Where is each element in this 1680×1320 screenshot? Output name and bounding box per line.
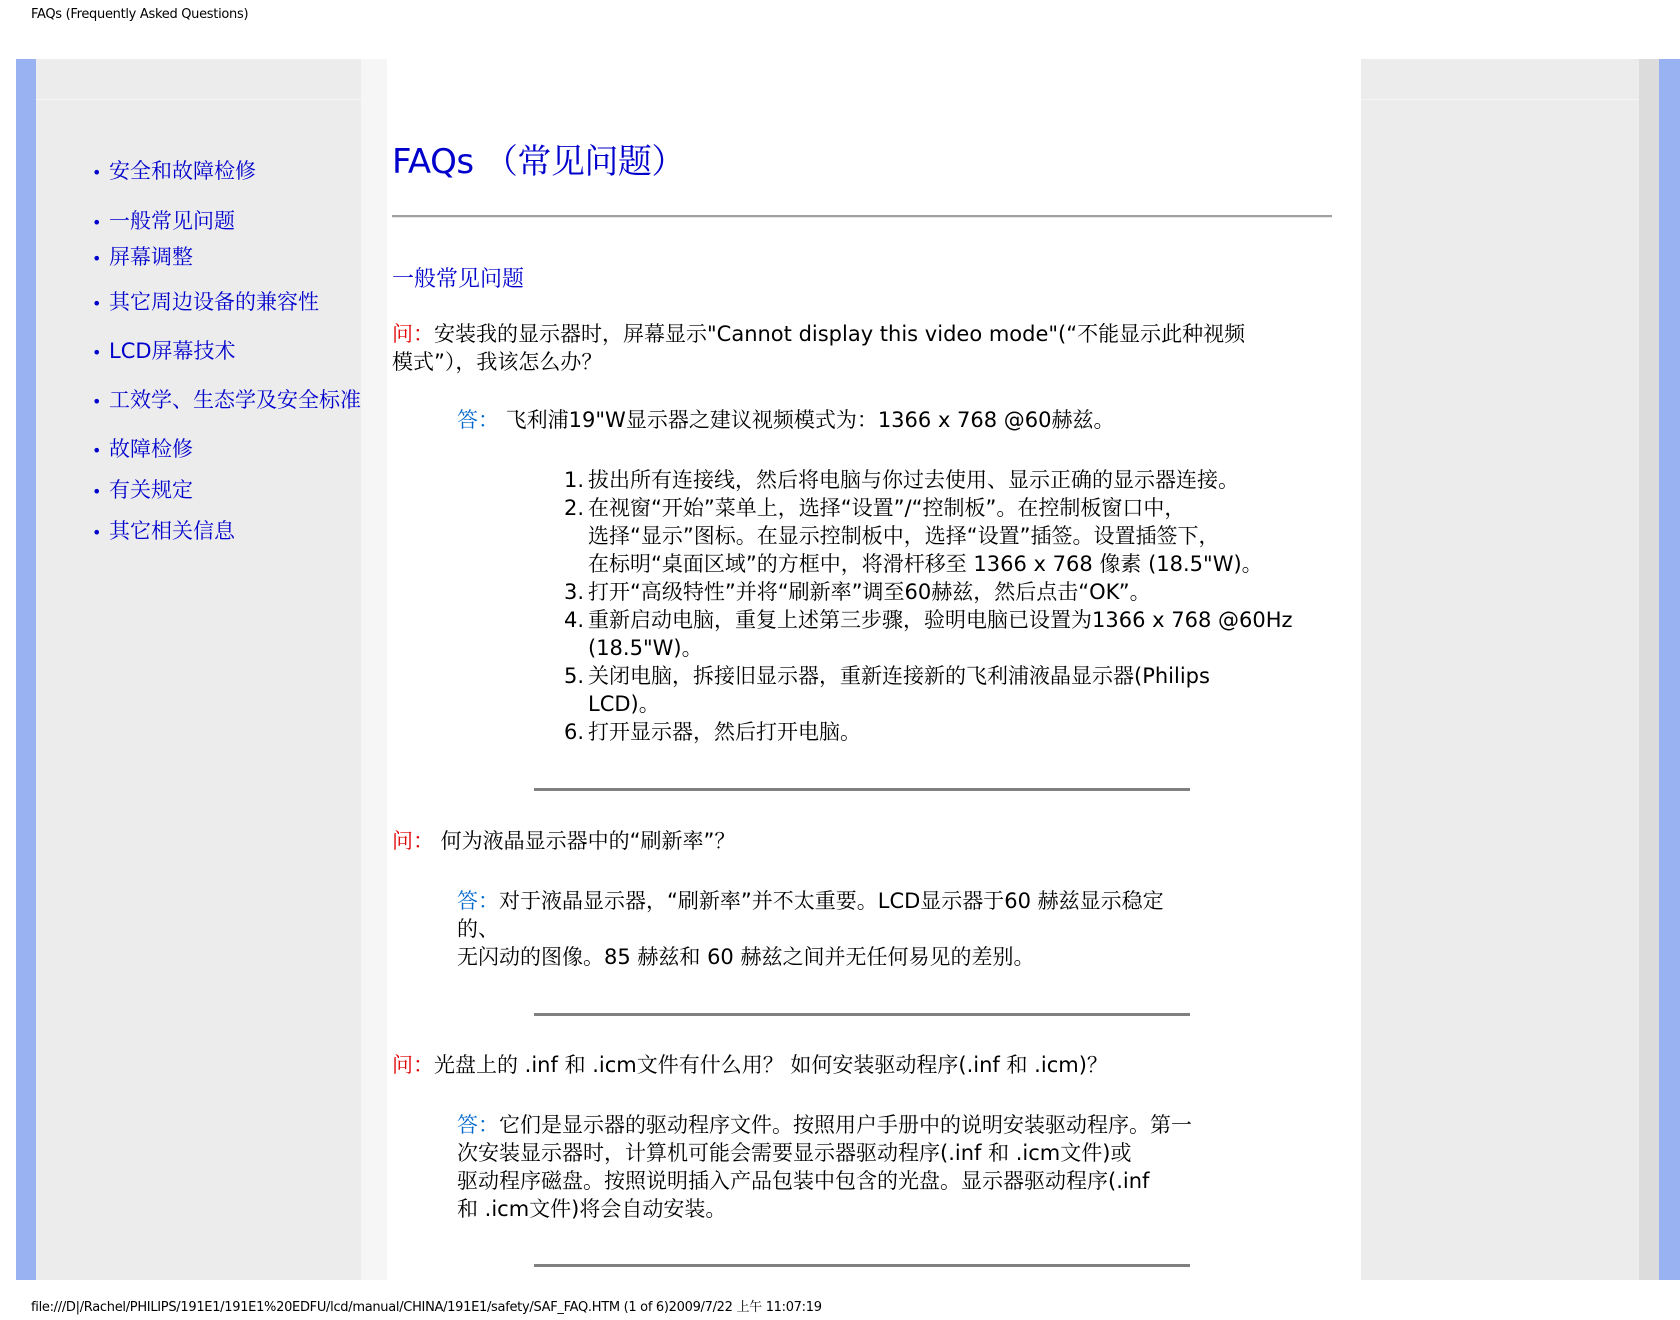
sidebar-item-lcd-tech[interactable] [92,335,236,365]
answer-label: 答： [457,1113,499,1137]
sidebar-item-label[interactable]: 其它相关信息 [109,519,235,543]
sidebar-item-compatibility[interactable] [92,286,319,316]
step-line: 拔出所有连接线，然后将电脑与你过去使用、显示正确的显示器连接。 [588,468,1239,492]
bullet-icon: • [92,482,102,501]
step-line: 关闭电脑，拆接旧显示器，重新连接新的飞利浦液晶显示器(Philips [588,664,1210,688]
page-title: FAQs （常见问题） [392,142,685,182]
bullet-icon: • [92,343,102,362]
right-edge [1639,59,1659,1280]
bullet-icon: • [92,392,102,411]
answer-2-line-3: 无闪动的图像。85 赫兹和 60 赫兹之间并无任何易见的差别。 [457,945,1035,969]
sidebar-item-label[interactable]: 故障检修 [109,437,193,461]
sidebar-item-label[interactable]: 有关规定 [109,478,193,502]
print-header: FAQs (Frequently Asked Questions) [31,7,249,22]
answer-2 [457,887,1164,915]
answer-text: 它们是显示器的驱动程序文件。按照用户手册中的说明安装驱动程序。第一 [499,1113,1192,1137]
sidebar-item-regulatory[interactable] [92,474,193,504]
sidebar-item-ergonomics[interactable] [92,384,361,414]
title-divider [392,215,1332,218]
question-1 [392,320,1245,348]
answer-3-line-4: 和 .icm文件)将会自动安装。 [457,1197,727,1221]
print-footer: file:///D|/Rachel/PHILIPS/191E1/191E1%20EDFU/lcd/manual/CHINA/191E1/safety/SAF_FAQ.HTM (1 of 6)2009/7/22 上午 11:07:19 [31,1300,822,1315]
sidebar-item-label[interactable]: LCD屏幕技术 [109,339,236,363]
sidebar-item-troubleshooting[interactable] [92,433,193,463]
sidebar-item-label[interactable]: 其它周边设备的兼容性 [109,290,319,314]
list-item [560,494,1588,578]
sidebar [36,59,361,1280]
step-line: 打开“高级特性”并将“刷新率”调至60赫兹，然后点击“OK”。 [588,580,1151,604]
answer-label: 答： [457,889,499,913]
step-line: 在视窗“开始”菜单上，选择“设置”/“控制板”。在控制板窗口中， [588,496,1186,520]
list-item [560,466,1588,494]
question-label: 问： [392,829,434,853]
list-item [560,606,1588,662]
list-item [560,578,1588,606]
bullet-icon: • [92,523,102,542]
bullet-icon: • [92,294,102,313]
sidebar-item-general-faq[interactable] [92,205,235,235]
answer-text: 飞利浦19"W显示器之建议视频模式为：1366 x 768 @60赫兹。 [499,408,1115,432]
answer-3-line-2: 次安装显示器时，计算机可能会需要显示器驱动程序(.inf 和 .icm文件)或 [457,1141,1132,1165]
step-number: 2. [564,496,585,520]
question-text: 光盘上的 .inf 和 .icm文件有什么用？ 如何安装驱动程序(.inf 和 .icm)？ [434,1053,1108,1077]
sidebar-item-label[interactable]: 一般常见问题 [109,209,235,233]
step-number: 1. [564,468,585,492]
list-item [560,718,1588,746]
question-text: 何为液晶显示器中的“刷新率”？ [434,829,736,853]
question-2 [392,827,735,855]
sidebar-item-label[interactable]: 工效学、生态学及安全标准 [109,388,361,412]
question-label: 问： [392,1053,434,1077]
sidebar-item-other-info[interactable] [92,515,235,545]
qa-divider [534,1013,1190,1016]
answer-1 [457,406,1115,434]
content-gutter [361,59,387,1280]
question-3 [392,1051,1108,1079]
list-item [560,662,1588,718]
question-text: 安装我的显示器时，屏幕显示"Cannot display this video mode"(“不能显示此种视频 [434,322,1246,346]
sidebar-item-safety[interactable] [92,155,256,185]
step-number: 4. [564,608,585,632]
question-1-line-2: 模式”），我该怎么办？ [392,350,603,374]
steps-list [560,466,1588,746]
answer-2-line-2: 的、 [457,917,499,941]
step-number: 3. [564,580,585,604]
step-line: (18.5"W)。 [588,636,703,660]
answer-3 [457,1111,1192,1139]
sidebar-item-label[interactable]: 安全和故障检修 [109,159,256,183]
qa-divider [534,1264,1190,1267]
section-title: 一般常见问题 [392,267,525,292]
step-line: 重新启动电脑，重复上述第三步骤，验明电脑已设置为1366 x 768 @60Hz [588,608,1293,632]
qa-divider [534,788,1190,791]
bullet-icon: • [92,163,102,182]
step-number: 6. [564,720,585,744]
step-line: 在标明“桌面区域”的方框中，将滑杆移至 1366 x 768 像素 (18.5"W)。 [588,552,1263,576]
answer-label: 答： [457,408,499,432]
bullet-icon: • [92,441,102,460]
bullet-icon: • [92,249,102,268]
sidebar-item-screen-adjust[interactable] [92,241,193,271]
answer-3-line-3: 驱动程序磁盘。按照说明插入产品包装中包含的光盘。显示器驱动程序(.inf [457,1169,1150,1193]
step-line: 打开显示器，然后打开电脑。 [588,720,861,744]
step-number: 5. [564,664,585,688]
step-line: LCD)。 [588,692,660,716]
bullet-icon: • [92,213,102,232]
question-label: 问： [392,322,434,346]
answer-text: 对于液晶显示器，“刷新率”并不太重要。LCD显示器于60 赫兹显示稳定 [499,889,1164,913]
step-line: 选择“显示”图标。在显示控制板中，选择“设置”插签。设置插签下， [588,524,1220,548]
sidebar-top-band [36,59,361,100]
sidebar-item-label[interactable]: 屏幕调整 [109,245,193,269]
right-panel-top-band [1361,59,1639,100]
